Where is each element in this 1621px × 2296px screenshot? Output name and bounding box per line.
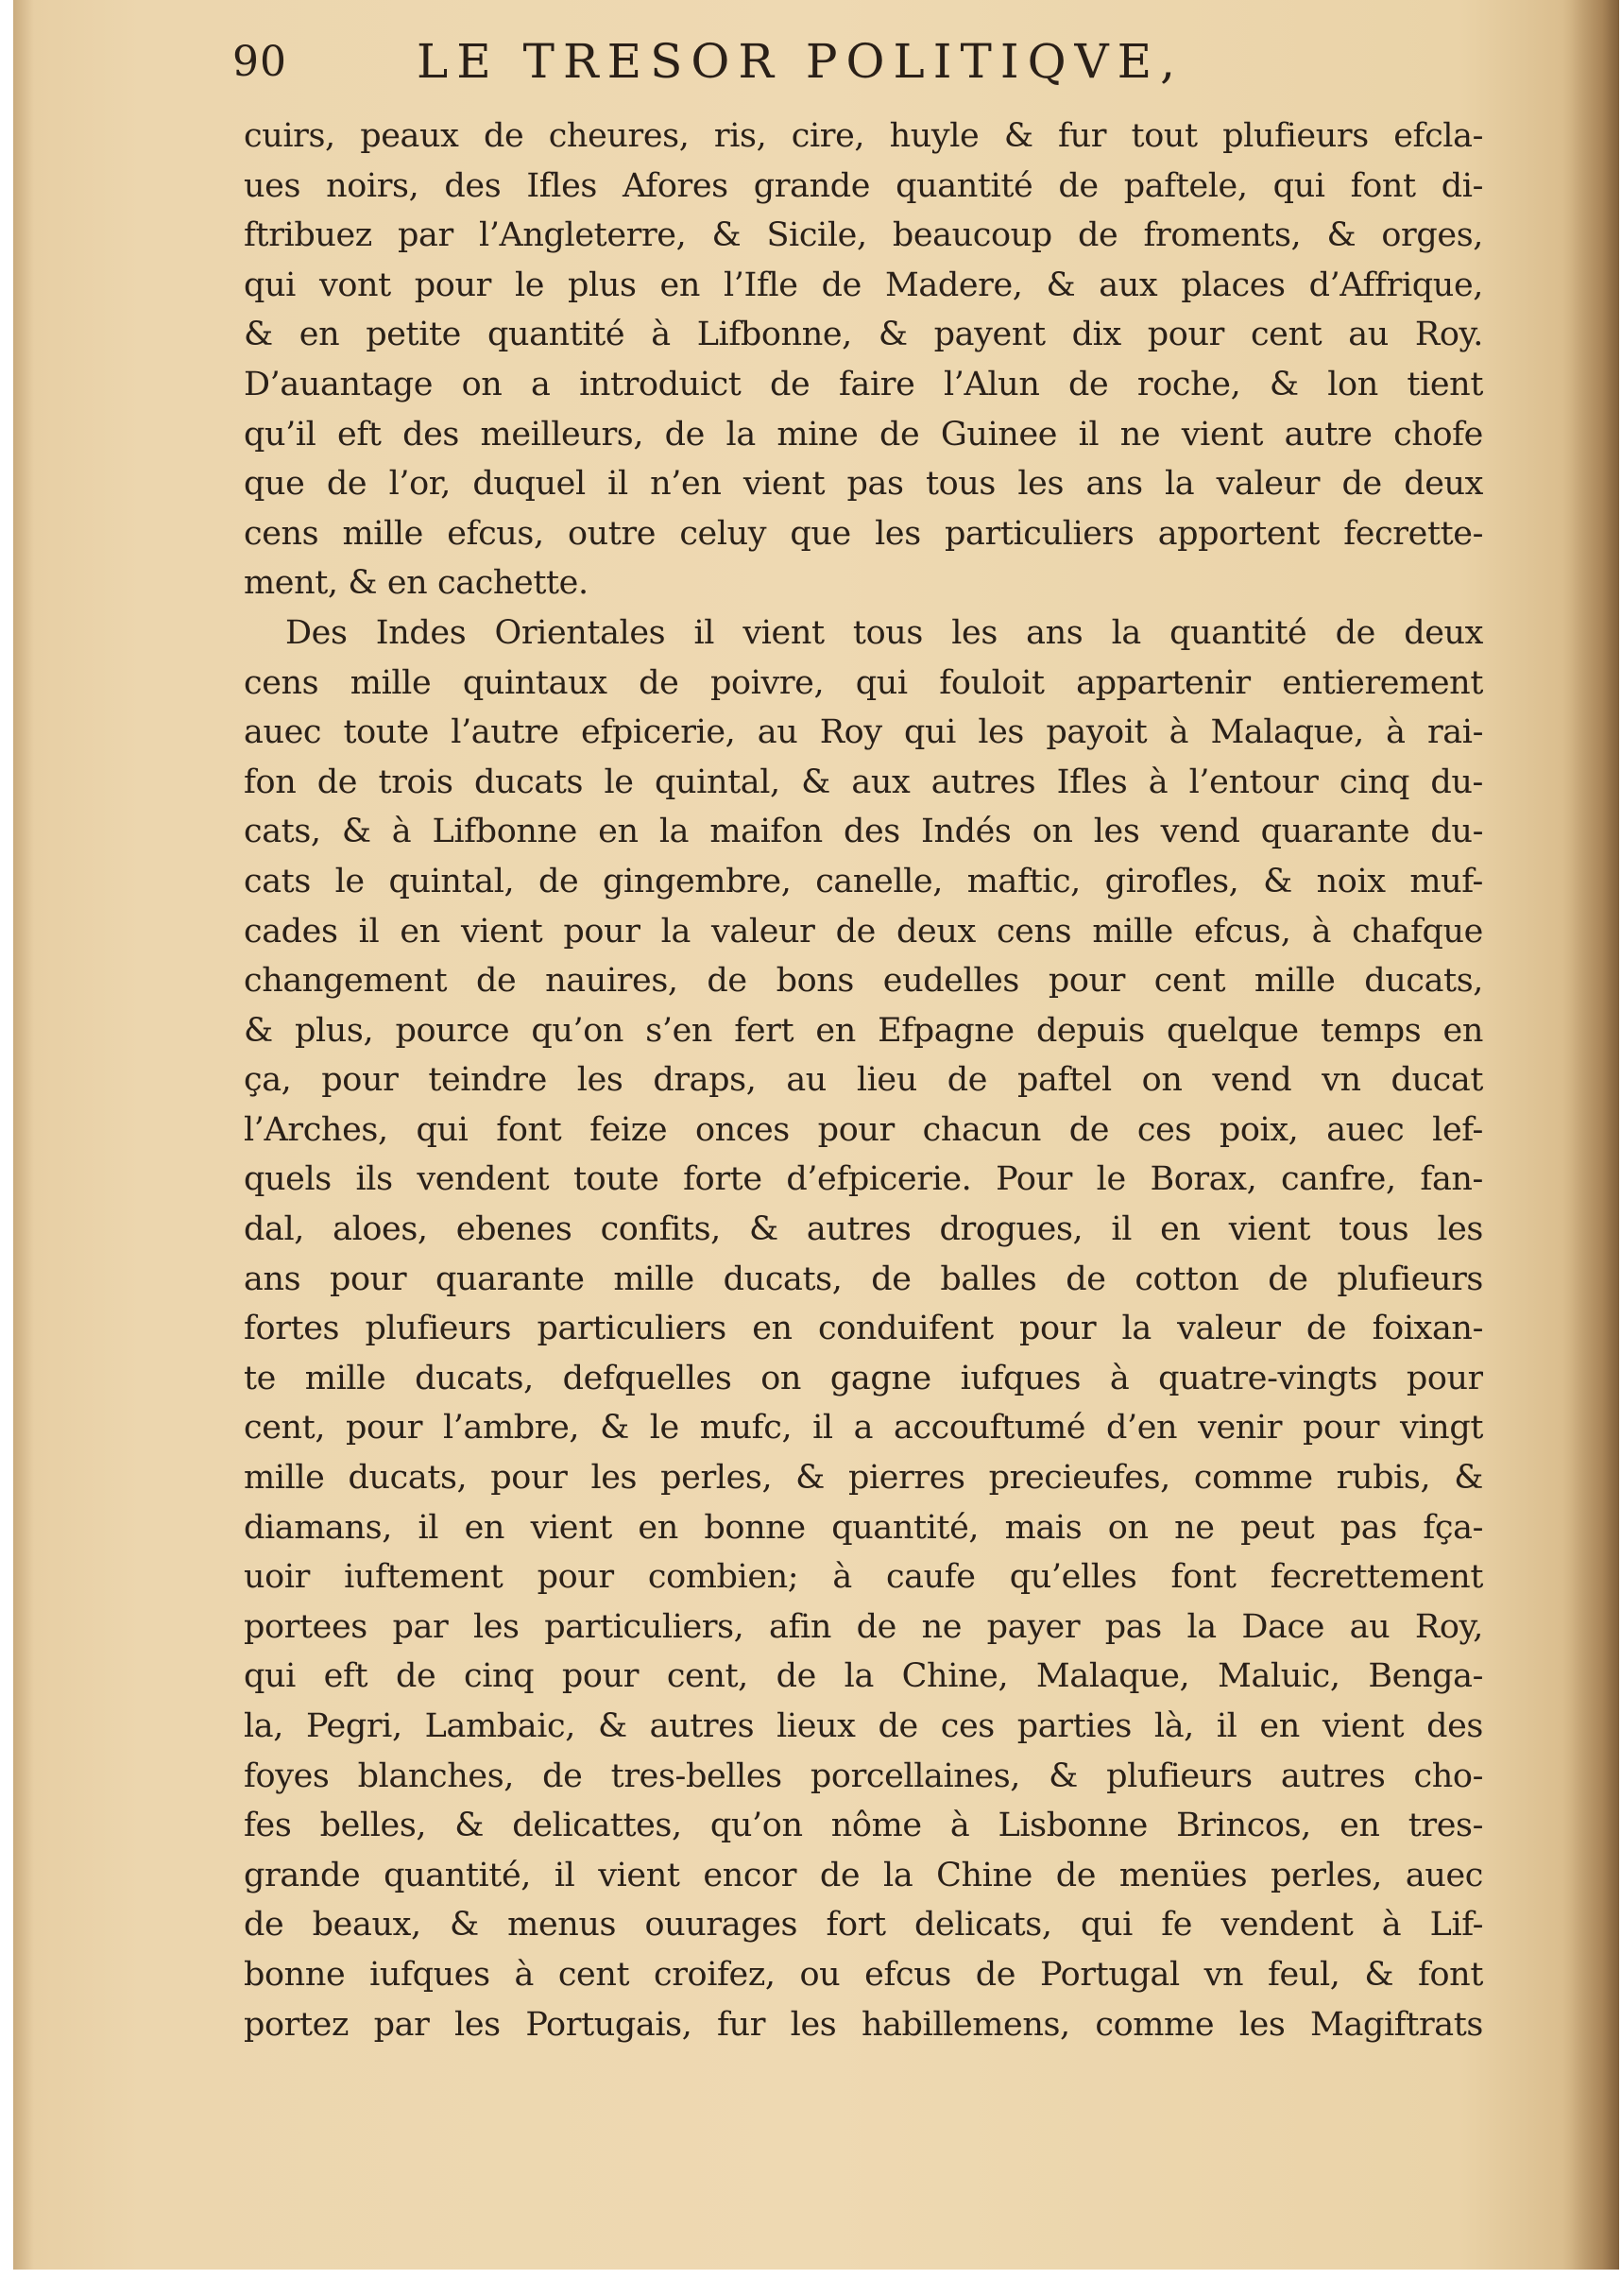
text-line: fes belles, & delicattes, qu’on nôme à Lisbonne Brincos, en tres- <box>244 1807 1483 1845</box>
text-line: la, Pegri, Lambaic, & autres lieux de ces parties là, il en vient des <box>244 1707 1483 1745</box>
text-line: changement de nauires, de bons eudelles pour cent mille ducats, <box>244 962 1483 1001</box>
text-line: qu’il eft des meilleurs, de la mine de Guinee il ne vient autre chofe <box>244 415 1483 454</box>
text-line: & en petite quantité à Lifbonne, & payent dix pour cent au Roy. <box>244 316 1483 354</box>
page-spine-shadow <box>1562 0 1619 2270</box>
text-line: uoir iuftement pour combien; à caufe qu’elles font fecrettement <box>244 1558 1483 1597</box>
page-left-edge <box>13 0 34 2270</box>
text-line: cuirs, peaux de cheures, ris, cire, huyle & fur tout plufieurs efcla- <box>244 117 1483 155</box>
text-line: ftribuez par l’Angleterre, & Sicile, beaucoup de froments, & orges, <box>244 216 1483 255</box>
text-line: cats le quintal, de gingembre, canelle, maftic, girofles, & noix muf- <box>244 862 1483 900</box>
text-line: bonne iufques à cent croifez, ou efcus de Portugal vn feul, & font <box>244 1955 1483 1994</box>
text-line: auec toute l’autre efpicerie, au Roy qui les payoit à Malaque, à rai- <box>244 713 1483 752</box>
text-line: ues noirs, des Ifles Afores grande quantité de paftele, qui font di- <box>244 166 1483 205</box>
body-text <box>244 111 1483 2049</box>
text-line: grande quantité, il vient encor de la Chine de menües perles, auec <box>244 1856 1483 1894</box>
text-line: cades il en vient pour la valeur de deux cens mille efcus, à chafque <box>244 912 1483 951</box>
text-line: mille ducats, pour les perles, & pierres precieufes, comme rubis, & <box>244 1459 1483 1498</box>
text-line: cens mille efcus, outre celuy que les particuliers apportent fecrette- <box>244 514 1483 553</box>
text-line: fortes plufieurs particuliers en conduifent pour la valeur de foixan- <box>244 1310 1483 1348</box>
book-page <box>13 0 1619 2270</box>
paragraph-start-line: Des Indes Orientales il vient tous les ans la quantité de deux <box>285 613 1483 652</box>
text-line: cens mille quintaux de poivre, qui fouloit appartenir entierement <box>244 663 1483 702</box>
text-line: que de l’or, duquel il n’en vient pas tous les ans la valeur de deux <box>244 465 1483 504</box>
paragraph-end-line: ment, & en cachette. <box>244 564 589 603</box>
text-line: fon de trois ducats le quintal, & aux autres Ifles à l’entour cinq du- <box>244 762 1483 801</box>
text-line: l’Arches, qui font feize onces pour chacun de ces poix, auec lef- <box>244 1110 1483 1149</box>
text-line: cats, & à Lifbonne en la maifon des Indés on les vend quarante du- <box>244 813 1483 851</box>
text-line: & plus, pource qu’on s’en fert en Efpagne depuis quelque temps en <box>244 1011 1483 1050</box>
text-line: portees par les particuliers, afin de ne payer pas la Dace au Roy, <box>244 1607 1483 1646</box>
text-line: quels ils vendent toute forte d’efpicerie. Pour le Borax, canfre, fan- <box>244 1160 1483 1199</box>
text-line: foyes blanches, de tres-belles porcellaines, & plufieurs autres cho- <box>244 1756 1483 1795</box>
text-line: te mille ducats, defquelles on gagne iufques à quatre-vingts pour <box>244 1359 1483 1397</box>
text-line: qui eft de cinq pour cent, de la Chine, Malaque, Maluic, Benga- <box>244 1657 1483 1696</box>
text-line: cent, pour l’ambre, & le mufc, il a accouftumé d’en venir pour vingt <box>244 1409 1483 1448</box>
text-line: portez par les Portugais, fur les habillemens, comme les Magiftrats <box>244 2005 1483 2044</box>
page-header <box>232 34 1319 100</box>
text-line: ans pour quarante mille ducats, de balles de cotton de plufieurs <box>244 1259 1483 1298</box>
scan-bottom-margin <box>0 2270 1621 2296</box>
text-line: diamans, il en vient en bonne quantité, mais on ne peut pas fça- <box>244 1508 1483 1547</box>
text-line: ça, pour teindre les draps, au lieu de paftel on vend vn ducat <box>244 1061 1483 1100</box>
running-title: LE TRESOR POLITIQVE, <box>417 34 1185 89</box>
text-line: D’auantage on a introduict de faire l’Alun de roche, & lon tient <box>244 365 1483 403</box>
text-line: de beaux, & menus ouurages fort delicats, qui fe vendent à Lif- <box>244 1906 1483 1945</box>
text-line: qui vont pour le plus en l’Ifle de Madere, & aux places d’Affrique, <box>244 266 1483 304</box>
text-line: dal, aloes, ebenes confits, & autres drogues, il en vient tous les <box>244 1210 1483 1249</box>
page-number: 90 <box>232 38 287 86</box>
